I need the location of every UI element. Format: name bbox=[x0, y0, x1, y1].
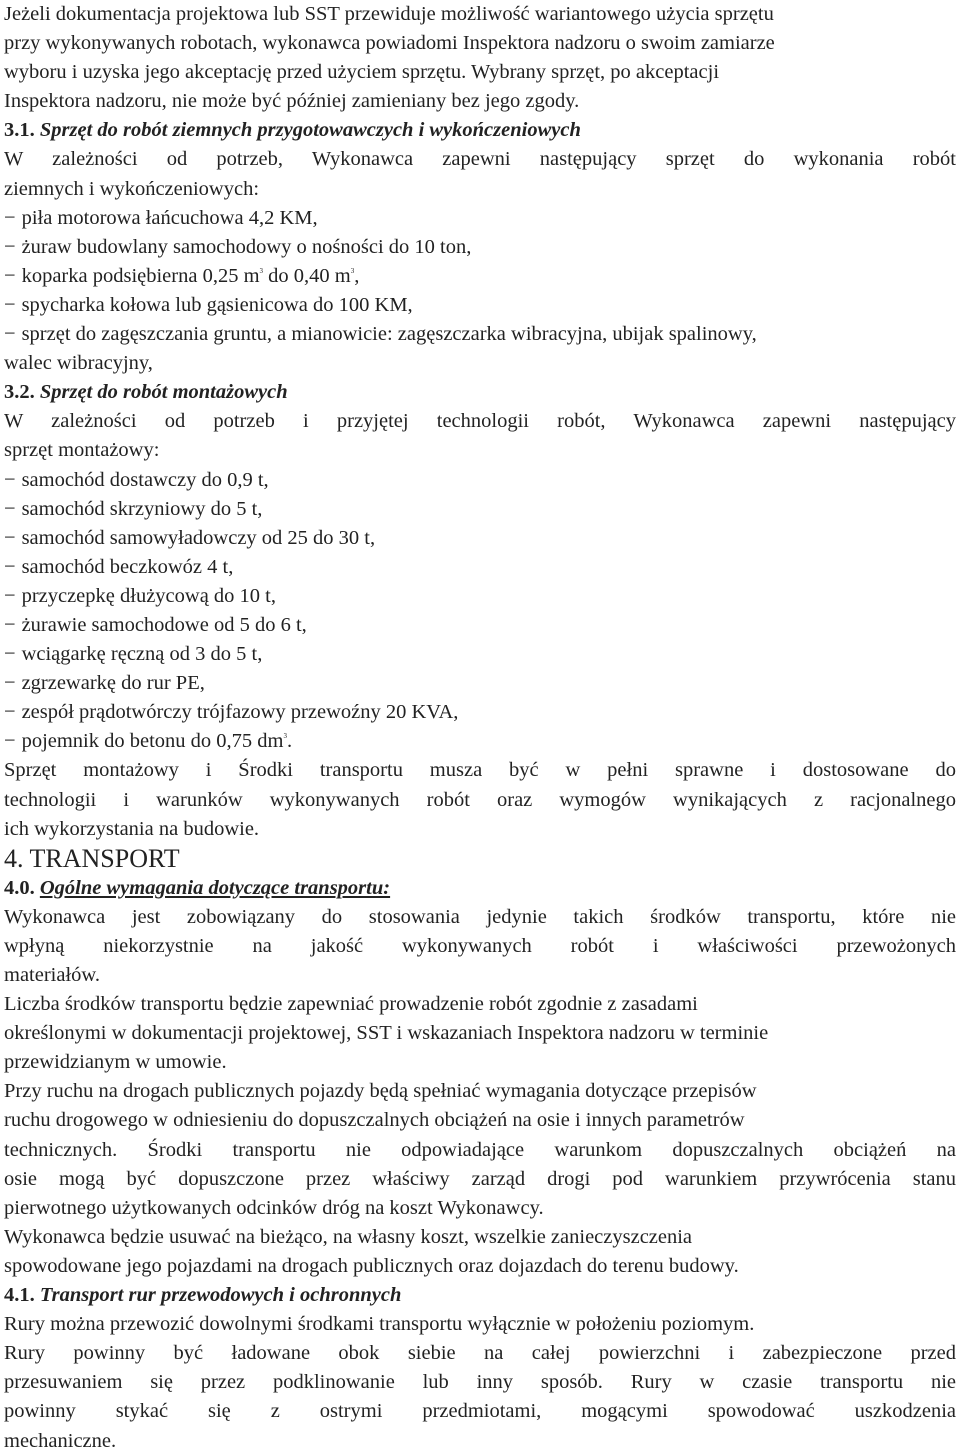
section-heading bbox=[4, 1281, 956, 1310]
dash-bullet: − bbox=[4, 264, 16, 287]
dash-bullet: − bbox=[4, 497, 16, 520]
list-item bbox=[4, 262, 956, 291]
section-heading bbox=[4, 378, 956, 407]
section-3-1 bbox=[4, 116, 956, 378]
list-item bbox=[4, 611, 956, 640]
text-line: technologii i warunków wykonywanych robót oraz wymogów wynikających z racjonalnego bbox=[4, 788, 956, 811]
list-item bbox=[4, 553, 956, 582]
list-item-text: sprzęt do zagęszczania gruntu, a mianowicie: zagęszczarka wibracyjna, ubijak spalinowy, bbox=[21, 323, 757, 346]
dash-bullet: − bbox=[4, 584, 16, 607]
text-line: pierwotnego użytkowanych odcinków dróg na koszt Wykonawcy. bbox=[4, 1196, 544, 1219]
text-line: Inspektora nadzoru, nie może być później zamieniany bez jego zgody. bbox=[4, 90, 580, 113]
document-page bbox=[4, 0, 956, 1456]
list-item bbox=[4, 204, 956, 233]
text-line: osie mogą być dopuszczone przez właściwy zarząd drogi pod warunkiem przywrócenia stanu bbox=[4, 1167, 956, 1190]
text-line: Rury można przewozić dowolnymi środkami transportu wyłącznie w położeniu poziomym. bbox=[4, 1313, 755, 1336]
dash-bullet: − bbox=[4, 672, 16, 695]
section-title: Ogólne wymagania dotyczące transportu: bbox=[39, 876, 391, 899]
list-item-text: . bbox=[287, 730, 293, 753]
list-item-text: wciągarkę ręczną od 3 do 5 t, bbox=[21, 643, 263, 666]
text-line: materiałów. bbox=[4, 964, 101, 986]
equipment-list bbox=[4, 466, 956, 728]
section-title: Sprzęt do robót montażowych bbox=[39, 381, 288, 404]
section-number: 4.1. bbox=[4, 1284, 35, 1307]
dash-bullet: − bbox=[4, 323, 16, 346]
dash-bullet: − bbox=[4, 293, 16, 316]
text-line: określonymi w dokumentacji projektowej, SST i wskazaniach Inspektora nadzoru w terminie bbox=[4, 1022, 769, 1045]
section-number: 3.1. bbox=[4, 119, 35, 142]
text-line: ich wykorzystania na budowie. bbox=[4, 817, 260, 840]
text-line: przy wykonywanych robotach, wykonawca powiadomi Inspektora nadzoru o swoim zamiarze bbox=[4, 32, 775, 55]
list-item-text: żuraw budowlany samochodowy o nośności do 10 ton, bbox=[21, 235, 472, 258]
text-line: mechaniczne. bbox=[4, 1429, 117, 1452]
list-item-text: spycharka kołowa lub gąsienicowa do 100 KM, bbox=[21, 293, 413, 316]
dash-bullet: − bbox=[4, 555, 16, 578]
text-line: Wykonawca jest zobowiązany do stosowania jedynie takich środków transportu, które nie bbox=[4, 905, 956, 928]
superscript: 3 bbox=[350, 266, 355, 275]
list-item bbox=[4, 233, 956, 262]
text-line: ruchu drogowego w odniesieniu do dopuszczalnych obciążeń na osie i innych parametrów bbox=[4, 1109, 745, 1132]
superscript: 3 bbox=[259, 266, 264, 275]
text-line: ziemnych i wykończeniowych: bbox=[4, 177, 260, 200]
list-item bbox=[4, 291, 956, 320]
superscript: 3 bbox=[283, 732, 287, 741]
dash-bullet: − bbox=[4, 468, 16, 491]
list-item-text: zespół prądotwórczy trójfazowy przewoźny 20 KVA, bbox=[21, 701, 459, 724]
text-line: wyboru i uzyska jego akceptację przed użyciem sprzętu. Wybrany sprzęt, po akceptacji bbox=[4, 61, 720, 84]
dash-bullet: − bbox=[4, 206, 16, 229]
list-item bbox=[4, 466, 956, 495]
dash-bullet: − bbox=[4, 613, 16, 636]
list-item-text: przyczepkę dłużycową do 10 t, bbox=[21, 584, 277, 607]
list-item bbox=[4, 524, 956, 553]
text-line: sprzęt montażowy: bbox=[4, 439, 160, 462]
section-number: 4.0. bbox=[4, 876, 35, 899]
text-line: W zależności od potrzeb i przyjętej technologii robót, Wykonawca zapewni następujący bbox=[4, 410, 956, 433]
text-line: przesuwaniem się przez podklinowanie lub inny sposób. Rury w czasie transportu nie bbox=[4, 1371, 956, 1394]
text-line: powinny stykać się z ostrymi przedmiotami, mogącymi spowodować uszkodzenia bbox=[4, 1400, 956, 1423]
text-line: spowodowane jego pojazdami na drogach publicznych oraz dojazdach do terenu budowy. bbox=[4, 1254, 739, 1277]
section-number: 3.2. bbox=[4, 381, 35, 404]
text-line: Jeżeli dokumentacja projektowa lub SST przewiduje możliwość wariantowego użycia sprzętu bbox=[4, 3, 774, 25]
text-line: Przy ruchu na drogach publicznych pojazdy będą spełniać wymagania dotyczące przepisów bbox=[4, 1080, 757, 1103]
section-heading bbox=[4, 874, 956, 903]
text-line: przewidzianym w umowie. bbox=[4, 1051, 227, 1074]
list-item-text: żurawie samochodowe od 5 do 6 t, bbox=[21, 613, 307, 636]
section-3-2 bbox=[4, 378, 956, 844]
text-line: Liczba środków transportu będzie zapewniać prowadzenie robót zgodnie z zasadami bbox=[4, 993, 698, 1016]
section-title: Sprzęt do robót ziemnych przygotowawczych i wykończeniowych bbox=[39, 119, 581, 142]
list-item-text: piła motorowa łańcuchowa 4,2 KM, bbox=[21, 206, 318, 229]
text-line: Wykonawca będzie usuwać na bieżąco, na własny koszt, wszelkie zanieczyszczenia bbox=[4, 1225, 693, 1248]
list-item-continuation: walec wibracyjny, bbox=[4, 352, 153, 375]
intro-paragraph bbox=[4, 0, 956, 116]
list-item bbox=[4, 727, 956, 756]
list-item-text: zgrzewarkę do rur PE, bbox=[21, 672, 205, 695]
list-item-text: samochód dostawczy do 0,9 t, bbox=[21, 468, 269, 491]
list-item-text: koparka podsiębierna 0,25 m bbox=[21, 264, 260, 287]
list-item bbox=[4, 698, 956, 727]
list-item-text: do 0,40 m bbox=[263, 264, 351, 287]
dash-bullet: − bbox=[4, 643, 16, 666]
chapter-title: 4. TRANSPORT bbox=[4, 843, 180, 873]
section-title: Transport rur przewodowych i ochronnych bbox=[39, 1284, 402, 1307]
text-line: technicznych. Środki transportu nie odpowiadające warunkom dopuszczalnych obciążeń na bbox=[4, 1138, 956, 1161]
list-item bbox=[4, 320, 956, 349]
list-item-text: samochód beczkowóz 4 t, bbox=[21, 555, 234, 578]
dash-bullet: − bbox=[4, 730, 16, 753]
text-line: W zależności od potrzeb, Wykonawca zapewni następujący sprzęt do wykonania robót bbox=[4, 148, 956, 171]
section-4 bbox=[4, 844, 956, 1456]
text-line: Rury powinny być ładowane obok siebie na całej powierzchni i zabezpieczone przed bbox=[4, 1342, 956, 1365]
list-item-text: pojemnik do betonu do 0,75 dm bbox=[21, 730, 284, 753]
list-item bbox=[4, 495, 956, 524]
dash-bullet: − bbox=[4, 235, 16, 258]
list-item bbox=[4, 582, 956, 611]
text-line: wpłyną niekorzystnie na jakość wykonywanych robót i właściwości przewożonych bbox=[4, 934, 956, 957]
text-line: Sprzęt montażowy i Środki transportu musza być w pełni sprawne i dostosowane do bbox=[4, 759, 956, 782]
dash-bullet: − bbox=[4, 701, 16, 724]
section-heading bbox=[4, 116, 956, 145]
list-item-text: samochód skrzyniowy do 5 t, bbox=[21, 497, 263, 520]
list-item-text: , bbox=[354, 264, 360, 287]
list-item bbox=[4, 669, 956, 698]
dash-bullet: − bbox=[4, 526, 16, 549]
list-item-text: samochód samowyładowczy od 25 do 30 t, bbox=[21, 526, 376, 549]
list-item bbox=[4, 640, 956, 669]
